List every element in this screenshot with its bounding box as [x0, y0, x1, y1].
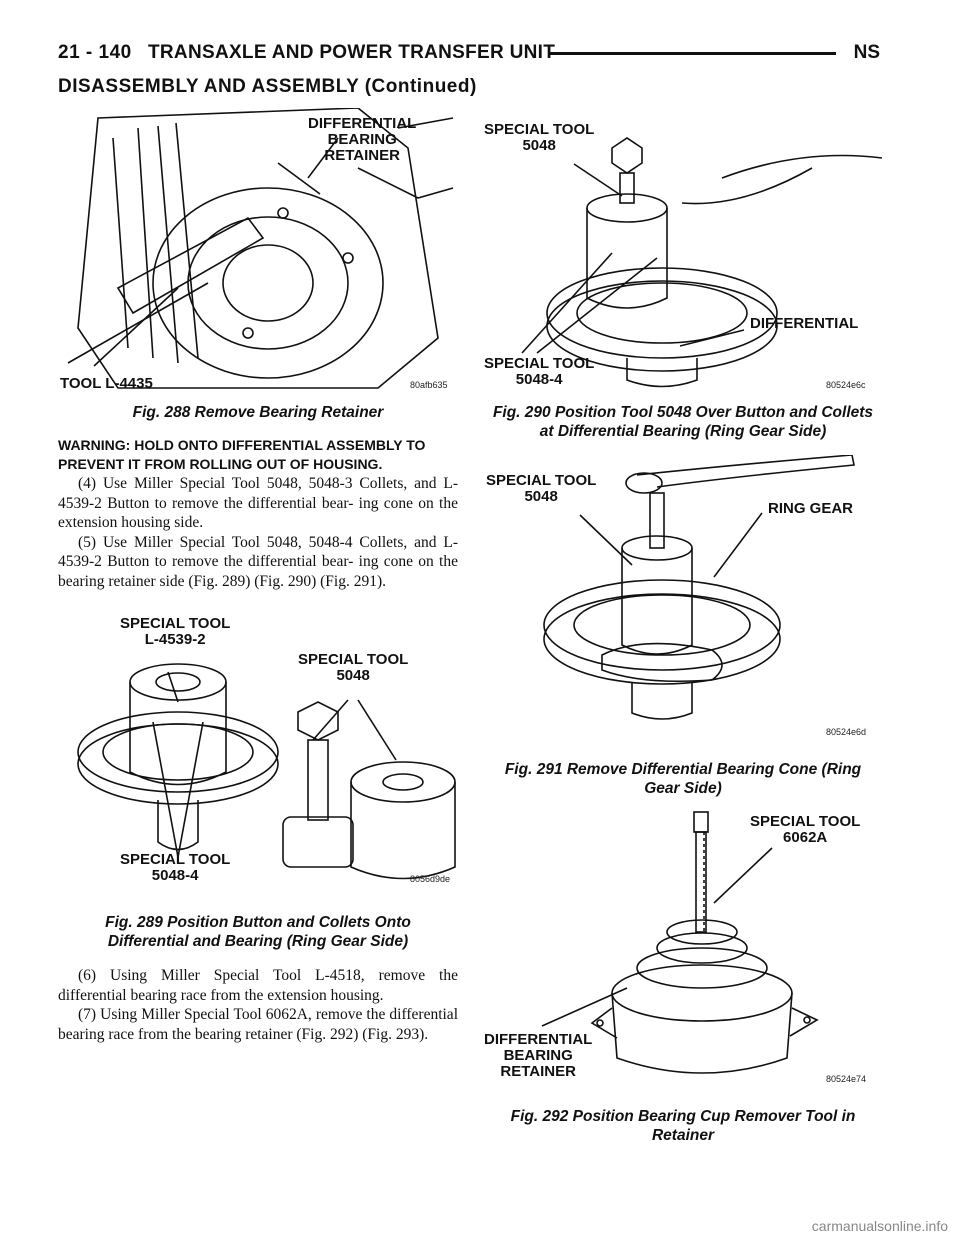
label-tool-l4435: TOOL L-4435 — [60, 375, 153, 392]
label-differential-bearing-retainer: DIFFERENTIAL BEARING RETAINER — [484, 1031, 593, 1080]
figure-290 — [482, 108, 882, 393]
label-special-tool-5048: SPECIAL TOOL 5048 — [298, 651, 409, 684]
label-differential: DIFFERENTIAL — [750, 315, 859, 332]
figure-291 — [482, 455, 882, 747]
steps-4-5 — [58, 474, 458, 592]
figure-292 — [482, 808, 882, 1090]
label-special-tool-5048-4: SPECIAL TOOL 5048-4 — [484, 355, 595, 388]
label-special-tool-5048: SPECIAL TOOL 5048 — [484, 121, 595, 154]
label-differential-bearing-retainer: DIFFERENTIAL BEARING RETAINER — [308, 115, 417, 164]
page-number: 21 - 140 — [58, 42, 132, 63]
caption-fig-291: Fig. 291 Remove Differential Bearing Cone (Ring Gear Side) — [504, 761, 862, 797]
warning-text: WARNING: HOLD ONTO DIFFERENTIAL ASSEMBLY TO PREVENT IT FROM ROLLING OUT OF HOUSING. — [58, 437, 426, 472]
caption-fig-292: Fig. 292 Position Bearing Cup Remover Tool in Retainer — [510, 1108, 856, 1144]
step-5: (5) Use Miller Special Tool 5048, 5048-4 Collets, and L-4539-2 Button to remove the differential bear- ing cone on the bearing retainer side (Fig. 289) (Fig. 290) (Fig. 291). — [58, 533, 458, 590]
caption-fig-289: Fig. 289 Position Button and Collets Onto Differential and Bearing (Ring Gear Side) — [105, 914, 411, 950]
steps-6-7 — [58, 966, 458, 1044]
label-special-tool-l4539-2: SPECIAL TOOL L-4539-2 — [120, 615, 231, 648]
caption-fig-288: Fig. 288 Remove Bearing Retainer — [132, 404, 384, 421]
caption-fig-290: Fig. 290 Position Tool 5048 Over Button and Collets at Differential Bearing (Ring Gear Side) — [492, 404, 874, 440]
figure-code: 8056d9de — [410, 874, 451, 884]
label-special-tool-5048: SPECIAL TOOL 5048 — [486, 472, 597, 505]
watermark: carmanualsonline.info — [811, 1218, 948, 1234]
model-code: NS — [853, 42, 880, 63]
section-title: TRANSAXLE AND POWER TRANSFER UNIT — [148, 42, 556, 63]
page-header — [58, 42, 880, 76]
figure-code: 80524e6d — [826, 727, 867, 737]
label-special-tool-6062a: SPECIAL TOOL 6062A — [750, 813, 861, 846]
step-6: (6) Using Miller Special Tool L-4518, remove the differential bearing race from the extension housing. — [58, 967, 458, 1004]
header-rule — [548, 52, 836, 55]
figure-code: 80524e74 — [826, 1074, 867, 1084]
figure-code: 80afb635 — [410, 380, 448, 390]
figure-code: 80524e6c — [826, 380, 866, 390]
figure-289 — [58, 612, 458, 884]
section-subheading: DISASSEMBLY AND ASSEMBLY (Continued) — [58, 76, 477, 97]
label-special-tool-5048-4: SPECIAL TOOL 5048-4 — [120, 851, 231, 884]
step-7: (7) Using Miller Special Tool 6062A, remove the differential bearing race from the bearing retainer (Fig. 292) (Fig. 293). — [58, 1006, 458, 1043]
figure-288 — [58, 108, 458, 393]
label-ring-gear: RING GEAR — [768, 500, 854, 517]
step-4: (4) Use Miller Special Tool 5048, 5048-3 Collets, and L-4539-2 Button to remove the differential bear- ing cone on the extension housing side. — [58, 475, 458, 532]
